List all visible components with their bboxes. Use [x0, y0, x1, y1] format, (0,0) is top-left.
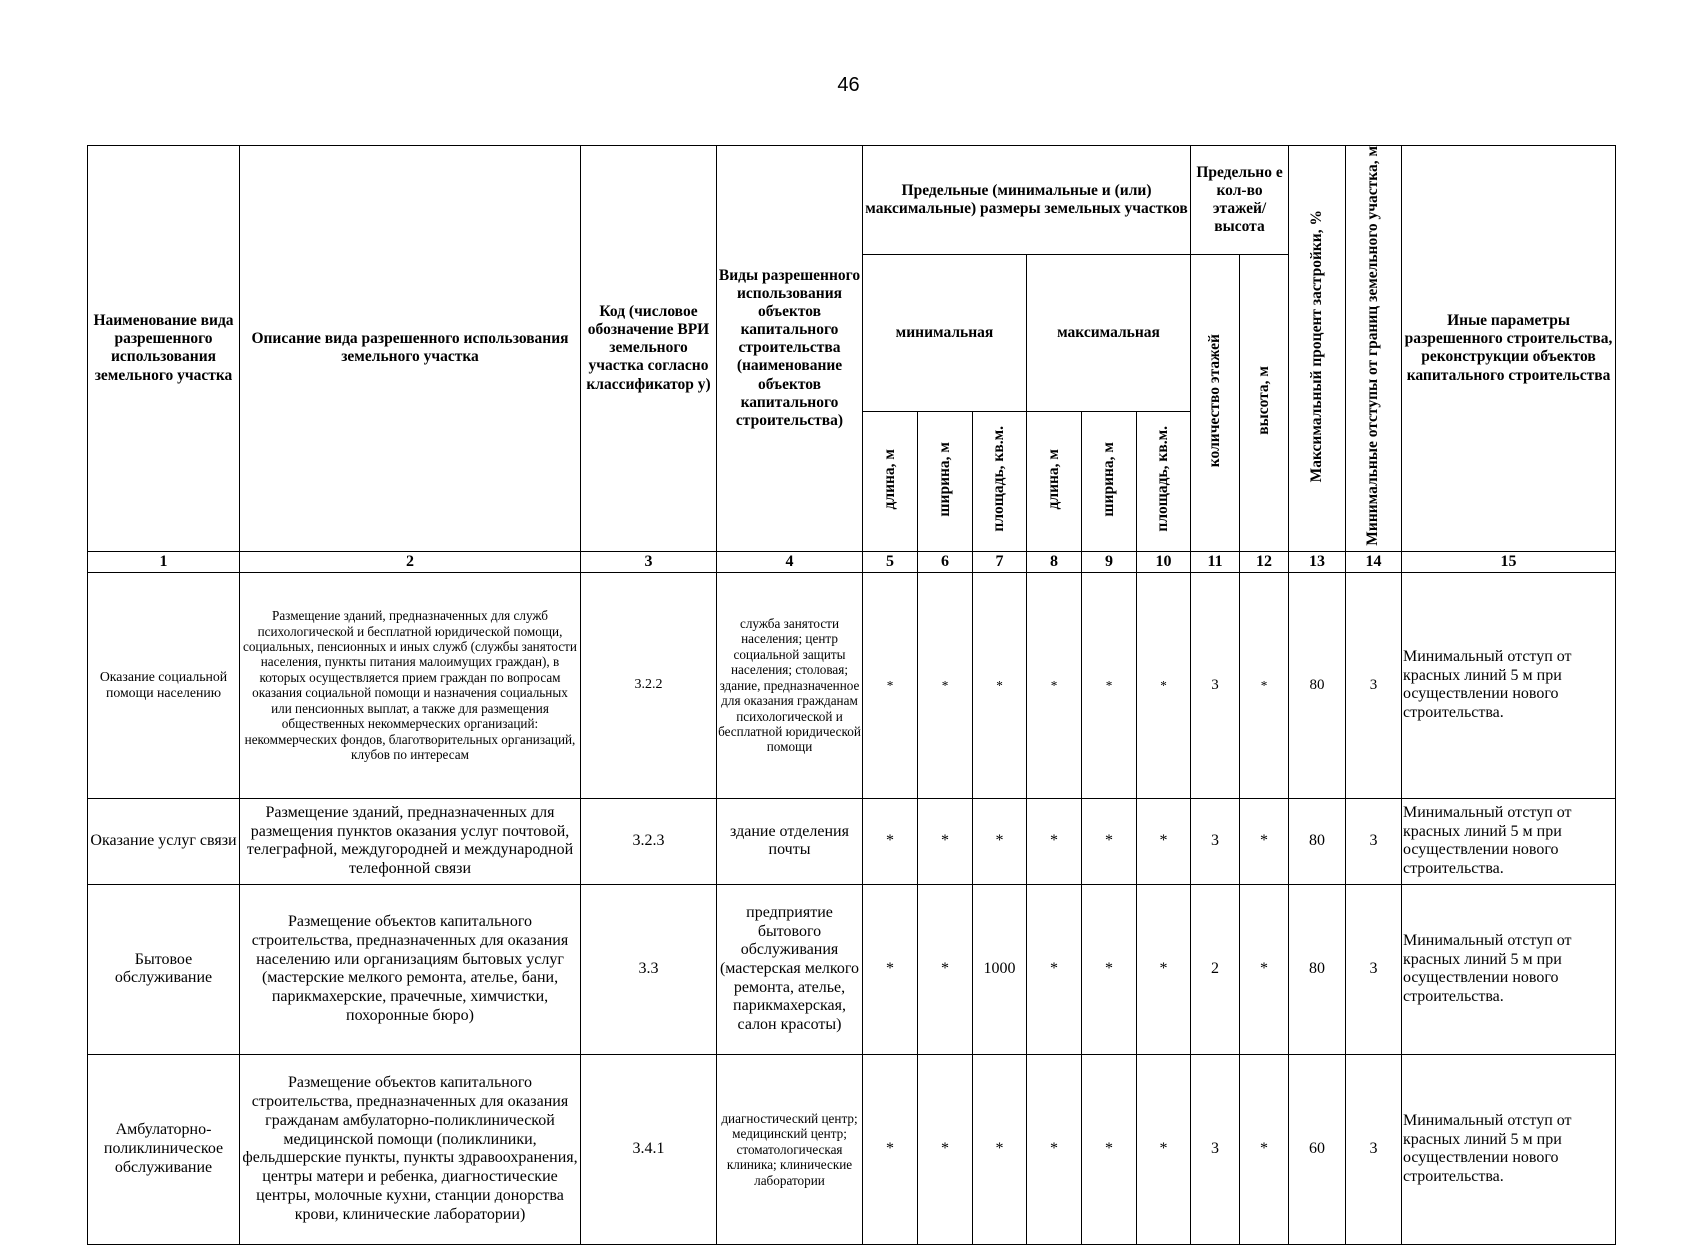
page-number: 46: [837, 74, 860, 96]
column-number: 10: [1137, 551, 1191, 572]
row-height: *: [1240, 1054, 1289, 1244]
row-min-length: *: [863, 798, 918, 884]
row-height: *: [1240, 572, 1289, 798]
row-min-length: *: [863, 1054, 918, 1244]
row-oks: диагностический центр; медицинский центр; стоматологическая клиника; клинические лаборатории: [717, 1054, 863, 1244]
row-other: Минимальный отступ от красных линий 5 м при осуществлении нового строительства.: [1402, 1054, 1616, 1244]
land-use-table: [87, 145, 1616, 1245]
header-max: максимальная: [1027, 255, 1191, 412]
row-name: Оказание услуг связи: [88, 798, 240, 884]
row-max-length: *: [1027, 1054, 1082, 1244]
row-floors: 3: [1191, 572, 1240, 798]
row-name: Амбулаторно-поликлиническое обслуживание: [88, 1054, 240, 1244]
column-number: 8: [1027, 551, 1082, 572]
row-name: Бытовое обслуживание: [88, 884, 240, 1054]
column-number: 6: [918, 551, 973, 572]
header-max-width: ширина, м: [1082, 411, 1137, 551]
table-row: [88, 572, 1616, 798]
table-row: [88, 884, 1616, 1054]
row-description: Размещение зданий, предназначенных для служб психологической и бесплатной юридической помощи, социальных, пенсионных и иных служб (службы занятости населения, пункты питания малоимущих граждан), в которых осуществляется прием граждан по вопросам оказания социальной помощи и назначения социальных или пенсионных выплат, а также для размещения общественных некоммерческих организаций: некоммерческих фондов, благотворительных организаций, клубов по интересам: [240, 572, 581, 798]
column-number: 1: [88, 551, 240, 572]
header-floors-count: количество этажей: [1191, 255, 1240, 552]
row-code: 3.3: [581, 884, 717, 1054]
row-name: Оказание социальной помощи населению: [88, 572, 240, 798]
row-percent: 80: [1289, 798, 1346, 884]
row-min-area: *: [973, 798, 1027, 884]
header-min-area: площадь, кв.м.: [973, 411, 1027, 551]
row-oks: предприятие бытового обслуживания (мастерская мелкого ремонта, ателье, парикмахерская, салон красоты): [717, 884, 863, 1054]
row-min-area: 1000: [973, 884, 1027, 1054]
row-max-area: *: [1137, 1054, 1191, 1244]
row-description: Размещение объектов капитального строительства, предназначенных для оказания населению или организациям бытовых услуг (мастерские мелкого ремонта, ателье, бани, парикмахерские, прачечные, химчистки, похоронные бюро): [240, 884, 581, 1054]
header-min-setback: Минимальные отступы от границ земельного участка, м: [1346, 146, 1402, 552]
header-plot-sizes: Предельные (минимальные и (или) максимальные) размеры земельных участков: [863, 146, 1191, 255]
column-number: 13: [1289, 551, 1346, 572]
row-max-area: *: [1137, 884, 1191, 1054]
header-oks: Виды разрешенного использования объектов капитального строительства (наименование объектов капитального строительства): [717, 146, 863, 552]
row-max-length: *: [1027, 798, 1082, 884]
column-number: 3: [581, 551, 717, 572]
header-height: высота, м: [1240, 255, 1289, 552]
row-percent: 60: [1289, 1054, 1346, 1244]
column-number: 9: [1082, 551, 1137, 572]
row-code: 3.2.2: [581, 572, 717, 798]
row-setback: 3: [1346, 884, 1402, 1054]
row-max-area: *: [1137, 572, 1191, 798]
row-max-width: *: [1082, 798, 1137, 884]
column-number: 4: [717, 551, 863, 572]
row-min-width: *: [918, 884, 973, 1054]
column-number: 14: [1346, 551, 1402, 572]
row-other: Минимальный отступ от красных линий 5 м при осуществлении нового строительства.: [1402, 572, 1616, 798]
header-other-params: Иные параметры разрешенного строительства, реконструкции объектов капитального строительства: [1402, 146, 1616, 552]
row-floors: 3: [1191, 798, 1240, 884]
row-min-width: *: [918, 798, 973, 884]
row-oks: служба занятости населения; центр социальной защиты населения; столовая; здание, предназначенное для оказания гражданам психологической и бесплатной юридической помощи: [717, 572, 863, 798]
row-floors: 2: [1191, 884, 1240, 1054]
row-description: Размещение объектов капитального строительства, предназначенных для оказания гражданам амбулаторно-поликлинической медицинской помощи (поликлиники, фельдшерские пункты, пункты здравоохранения, центры матери и ребенка, диагностические центры, молочные кухни, станции донорства крови, клинические лаборатории): [240, 1054, 581, 1244]
row-setback: 3: [1346, 572, 1402, 798]
row-max-width: *: [1082, 884, 1137, 1054]
table-row: [88, 1054, 1616, 1244]
column-number: 2: [240, 551, 581, 572]
row-height: *: [1240, 798, 1289, 884]
row-other: Минимальный отступ от красных линий 5 м при осуществлении нового строительства.: [1402, 798, 1616, 884]
column-number: 7: [973, 551, 1027, 572]
row-min-width: *: [918, 572, 973, 798]
row-percent: 80: [1289, 572, 1346, 798]
row-other: Минимальный отступ от красных линий 5 м при осуществлении нового строительства.: [1402, 884, 1616, 1054]
column-number: 15: [1402, 551, 1616, 572]
row-code: 3.2.3: [581, 798, 717, 884]
row-oks: здание отделения почты: [717, 798, 863, 884]
header-min-length: длина, м: [863, 411, 918, 551]
header-max-length: длина, м: [1027, 411, 1082, 551]
row-min-length: *: [863, 884, 918, 1054]
row-max-length: *: [1027, 572, 1082, 798]
row-min-length: *: [863, 572, 918, 798]
column-number: 5: [863, 551, 918, 572]
row-max-width: *: [1082, 1054, 1137, 1244]
column-number: 11: [1191, 551, 1240, 572]
row-floors: 3: [1191, 1054, 1240, 1244]
row-height: *: [1240, 884, 1289, 1054]
header-max-percent: Максимальный процент застройки, %: [1289, 146, 1346, 552]
row-max-length: *: [1027, 884, 1082, 1054]
header-max-area: площадь, кв.м.: [1137, 411, 1191, 551]
row-percent: 80: [1289, 884, 1346, 1054]
row-description: Размещение зданий, предназначенных для размещения пунктов оказания услуг почтовой, телеграфной, междугородней и международной телефонной связи: [240, 798, 581, 884]
row-setback: 3: [1346, 798, 1402, 884]
header-floors-group: Предельно е кол-во этажей/ высота: [1191, 146, 1289, 255]
column-number: 12: [1240, 551, 1289, 572]
table-row: [88, 798, 1616, 884]
row-setback: 3: [1346, 1054, 1402, 1244]
row-min-area: *: [973, 1054, 1027, 1244]
row-min-width: *: [918, 1054, 973, 1244]
row-max-area: *: [1137, 798, 1191, 884]
row-max-width: *: [1082, 572, 1137, 798]
header-name: Наименование вида разрешенного использования земельного участка: [88, 146, 240, 552]
header-min: минимальная: [863, 255, 1027, 412]
header-min-width: ширина, м: [918, 411, 973, 551]
header-description: Описание вида разрешенного использования земельного участка: [240, 146, 581, 552]
row-code: 3.4.1: [581, 1054, 717, 1244]
row-min-area: *: [973, 572, 1027, 798]
header-code: Код (числовое обозначение ВРИ земельного участка согласно классификатор у): [581, 146, 717, 552]
